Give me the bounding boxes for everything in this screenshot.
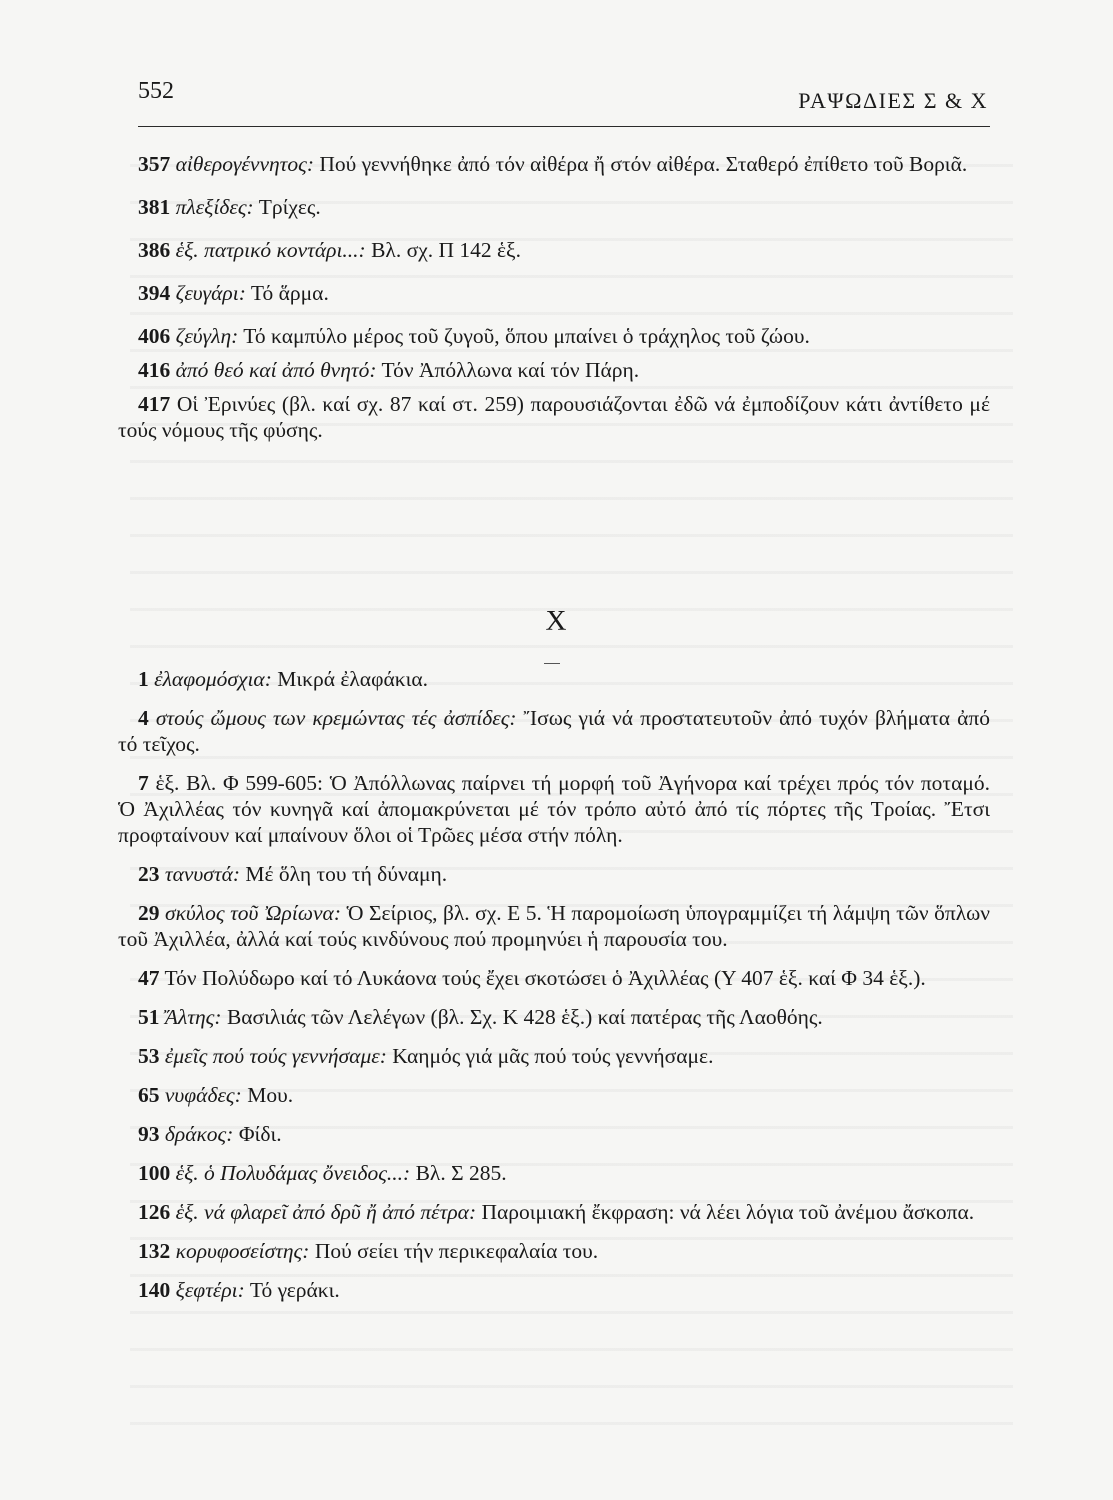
lemma: ἑξ. πατρικό κοντάρι...:: [175, 238, 366, 262]
line-number: 7: [138, 771, 149, 795]
lemma: στούς ὤμους των κρεμώντας τές ἀσπίδες:: [155, 706, 517, 730]
lemma: ζευγάρι:: [175, 281, 246, 305]
line-number: 417: [138, 392, 171, 416]
line-number: 65: [138, 1083, 160, 1107]
commentary-entry: [118, 1043, 990, 1069]
page-header: [138, 78, 990, 127]
lemma: νυφάδες:: [164, 1083, 242, 1107]
commentary-entry: [118, 900, 990, 952]
line-number: 394: [138, 281, 171, 305]
gloss: Βλ. σχ. Π 142 ἑξ.: [365, 238, 522, 262]
lemma: τανυστά:: [164, 862, 241, 886]
commentary-entry: [118, 1238, 990, 1264]
gloss: Παροιμιακή ἔκφραση: νά λέει λόγια τοῦ ἀνέμου ἄσκοπα.: [476, 1200, 975, 1224]
line-number: 51: [138, 1005, 160, 1029]
gloss: Οἱ Ἐρινύες (βλ. καί σχ. 87 καί στ. 259) παρουσιάζονται ἐδῶ νά ἐμποδίζουν κάτι ἀντίθετο μέ τούς νόμους τῆς φύσης.: [118, 392, 990, 442]
line-number: 53: [138, 1044, 160, 1068]
gloss: Τόν Ἀπόλλωνα καί τόν Πάρη.: [376, 358, 640, 382]
commentary-entry: [118, 391, 990, 443]
gloss: Ὁ Σείριος, βλ. σχ. Ε 5. Ἡ παρομοίωση ὑπογραμμίζει τή λάμψη τῶν ὅπλων τοῦ Ἀχιλλέα, ἀλλά καί τούς κινδύνους πού προμηνύει ἡ παρουσία του.: [118, 901, 991, 951]
lemma: δράκος:: [164, 1122, 234, 1146]
line-number: 29: [138, 901, 160, 925]
gloss: Τό ἅρμα.: [245, 281, 329, 305]
section-heading: Χ: [545, 605, 568, 637]
line-number: 47: [138, 966, 160, 990]
line-number: 100: [138, 1161, 171, 1185]
line-number: 93: [138, 1122, 160, 1146]
lemma: ξεφτέρι:: [175, 1278, 245, 1302]
commentary-entry: [118, 194, 990, 220]
commentary-entry: [118, 323, 990, 349]
gloss: Μου.: [241, 1083, 294, 1107]
gloss: Πού γεννήθηκε ἀπό τόν αἰθέρα ἤ στόν αἰθέρα. Σταθερό ἐπίθετο τοῦ Βοριᾶ.: [314, 152, 968, 176]
commentary-entry: [118, 1277, 990, 1303]
gloss: Τρίχες.: [253, 195, 321, 219]
gloss: Καημός γιά μᾶς πού τούς γεννήσαμε.: [386, 1044, 714, 1068]
gloss: Τό γεράκι.: [244, 1278, 340, 1302]
commentary-entry: [118, 357, 990, 383]
commentary-section-x: [118, 666, 990, 1316]
commentary-entry: [118, 237, 990, 263]
line-number: 23: [138, 862, 160, 886]
line-number: 4: [138, 706, 149, 730]
lemma: Ἄλτης:: [164, 1005, 222, 1029]
gloss: Πού σείει τήν περικεφαλαία του.: [309, 1239, 599, 1263]
gloss: Βλ. Σ 285.: [410, 1161, 507, 1185]
line-number: 1: [138, 667, 149, 691]
commentary-entry: [118, 705, 990, 757]
commentary-entry: [118, 861, 990, 887]
gloss: Μικρά ἐλαφάκια.: [271, 667, 429, 691]
line-number: 381: [138, 195, 171, 219]
commentary-entry: [118, 1004, 990, 1030]
gloss: Τόν Πολύδωρο καί τό Λυκάονα τούς ἔχει σκοτώσει ὁ Ἀχιλλέας (Υ 407 ἑξ. καί Φ 34 ἑξ.).: [159, 966, 926, 990]
lemma: αἰθερογέννητος:: [175, 152, 315, 176]
commentary-entry: [118, 1082, 990, 1108]
commentary-entry: [118, 1121, 990, 1147]
lemma: σκύλος τοῦ Ὠρίωνα:: [165, 901, 341, 925]
section-divider: [544, 663, 560, 664]
commentary-entry: [118, 151, 990, 177]
gloss: Μέ ὅλη του τή δύναμη.: [240, 862, 448, 886]
commentary-entry: [118, 280, 990, 306]
gloss: Φίδι.: [233, 1122, 282, 1146]
page-number: 552: [138, 78, 174, 104]
gloss: Βασιλιάς τῶν Λελέγων (βλ. Σχ. Κ 428 ἑξ.) καί πατέρας τῆς Λαοθόης.: [221, 1005, 823, 1029]
line-number: 416: [138, 358, 171, 382]
lemma: πλεξίδες:: [175, 195, 254, 219]
line-number: 132: [138, 1239, 171, 1263]
line-number: 386: [138, 238, 171, 262]
commentary-entry: [118, 1199, 990, 1225]
commentary-entry: [118, 666, 990, 692]
gloss: Ἴσως γιά νά προστατευτοῦν ἀπό τυχόν βλήματα ἀπό τό τεῖχος.: [118, 706, 991, 756]
lemma: ἑξ. νά φλαρεῖ ἀπό δρῦ ἤ ἀπό πέτρα:: [175, 1200, 477, 1224]
gloss: Τό καμπύλο μέρος τοῦ ζυγοῦ, ὅπου μπαίνει ὁ τράχηλος τοῦ ζώου.: [238, 324, 810, 348]
gloss: ἑξ. Βλ. Φ 599-605: Ὁ Ἀπόλλωνας παίρνει τή μορφή τοῦ Ἀγήνορα καί τρέχει πρός τόν ποταμό. Ὁ Ἀχιλλέας τόν κυνηγᾶ καί ἀπομακρύνεται μέ τόν τρόπο αὐτό ἀπό τίς πόρτες τῆς Τροίας. Ἔτσι προφταίνουν καί μπαίνουν ὅλοι οἱ Τρῶες μέσα στήν πόλη.: [118, 771, 990, 847]
lemma: κορυφοσείστης:: [175, 1239, 310, 1263]
line-number: 140: [138, 1278, 171, 1302]
commentary-entry: [118, 1160, 990, 1186]
commentary-section-s: [118, 151, 990, 460]
commentary-entry: [118, 965, 990, 991]
lemma: ζεύγλη:: [175, 324, 239, 348]
lemma: ἐμεῖς πού τούς γεννήσαμε:: [164, 1044, 387, 1068]
line-number: 357: [138, 152, 171, 176]
running-title: ΡΑΨΩΔΙΕΣ Σ & Χ: [798, 88, 988, 113]
commentary-entry: [118, 770, 990, 848]
line-number: 126: [138, 1200, 171, 1224]
lemma: ἑξ. ὁ Πολυδάμας ὄνειδος...:: [175, 1161, 411, 1185]
lemma: ἐλαφομόσχια:: [154, 667, 272, 691]
lemma: ἀπό θεό καί ἀπό θνητό:: [175, 358, 377, 382]
line-number: 406: [138, 324, 171, 348]
